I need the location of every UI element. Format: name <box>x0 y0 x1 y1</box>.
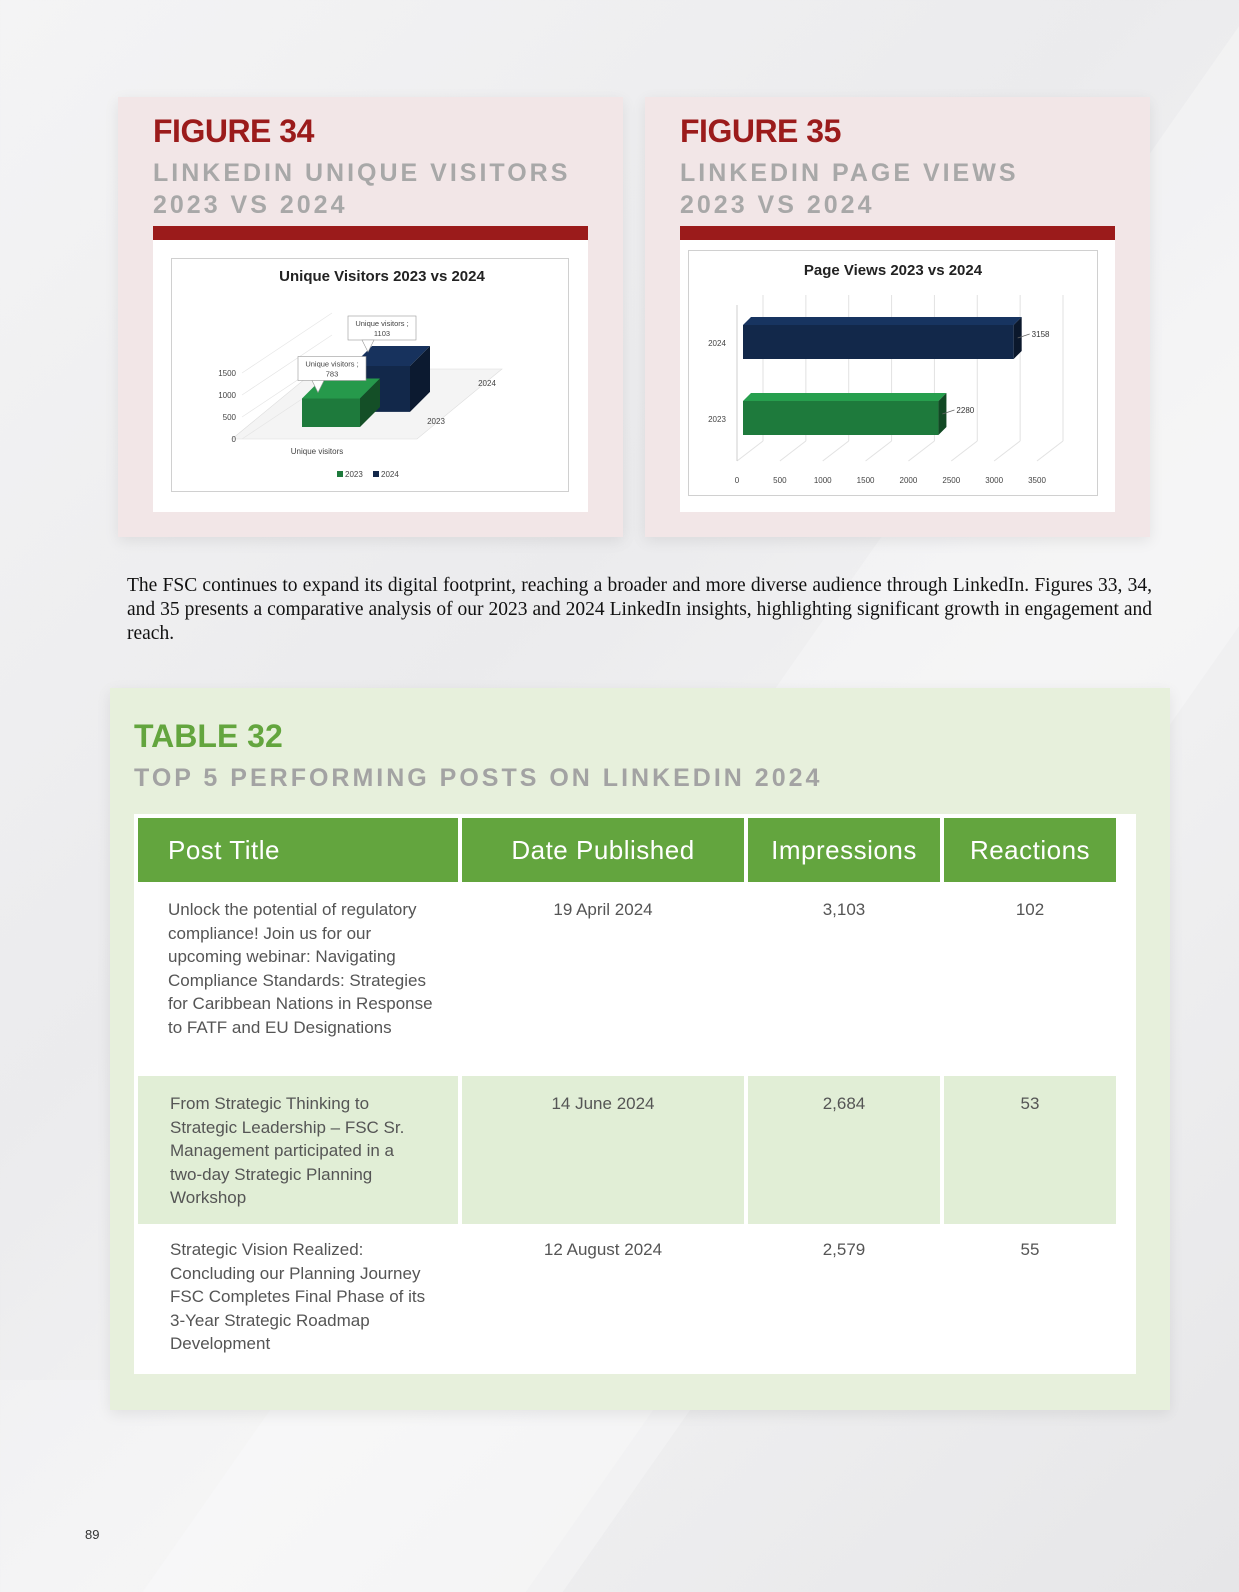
x-tick-label: 2000 <box>899 476 918 485</box>
figure-subtitle <box>680 157 1019 221</box>
figure-subtitle-line2: 2023 VS 2024 <box>153 191 348 219</box>
legend-swatch-2023 <box>337 471 343 477</box>
figure-subtitle-line1: LINKEDIN UNIQUE VISITORS <box>153 159 571 187</box>
x-tick-label: 2500 <box>942 476 961 485</box>
data-label: Unique visitors ; <box>355 318 409 328</box>
chart-title: Unique Visitors 2023 vs 2024 <box>279 268 485 285</box>
gridline <box>780 441 806 461</box>
legend-swatch-2024 <box>373 471 379 477</box>
bar-2024 <box>743 325 1014 359</box>
data-label: 783 <box>325 369 339 379</box>
x-tick-label: 3500 <box>1028 476 1046 485</box>
x-tick-label: 3000 <box>985 476 1004 485</box>
page-views-chart <box>689 251 1097 495</box>
gridline <box>994 441 1020 461</box>
data-label: 2280 <box>956 406 975 415</box>
figure-subtitle-line1: LINKEDIN PAGE VIEWS <box>680 159 1019 187</box>
cell-impressions: 2,579 <box>822 1240 866 1259</box>
table-row <box>138 886 1128 1072</box>
data-label: Unique visitors ; <box>305 359 359 369</box>
gridline <box>908 441 934 461</box>
x-tick-label: 500 <box>773 476 787 485</box>
gridline <box>951 441 977 461</box>
x-tick-label: 1500 <box>856 476 875 485</box>
data-label: 1103 <box>373 328 391 338</box>
figure-chart-container <box>680 240 1115 512</box>
cell-reactions: 102 <box>1015 900 1045 919</box>
posts-table <box>134 814 1136 1374</box>
body-paragraph: The FSC continues to expand its digital footprint, reaching a broader and more diverse audience through LinkedIn. Figures 33, 34, and 35 presents a comparative analysis of our 2023 and 2024 LinkedIn insights, highlighting significant growth in engagement and reach. <box>127 575 1152 644</box>
cell-post-title: Strategic Vision Realized: Concluding our Planning Journey FSC Completes Final Phase of its 3-Year Strategic Roadmap Development <box>170 1240 426 1353</box>
table-row <box>138 1226 1128 1370</box>
column-header-reactions: Reactions <box>944 818 1116 882</box>
figure-accent-bar <box>680 226 1115 240</box>
column-header-impressions: Impressions <box>748 818 940 882</box>
cell-reactions: 55 <box>1020 1240 1040 1259</box>
x-tick-label: 1000 <box>813 476 832 485</box>
figure-number: FIGURE 35 <box>680 113 841 149</box>
legend-label: 2024 <box>381 470 399 479</box>
y-tick-label: 0 <box>231 435 236 444</box>
chart-title: Page Views 2023 vs 2024 <box>803 262 983 279</box>
bar-2023 <box>743 401 938 435</box>
cell-date: 12 August 2024 <box>543 1240 663 1259</box>
gridline <box>1037 441 1063 461</box>
bar-top-2024 <box>743 317 1022 325</box>
figure-subtitle-line2: 2023 VS 2024 <box>680 191 875 219</box>
figure-35-panel <box>645 97 1150 537</box>
cell-date: 14 June 2024 <box>551 1094 655 1113</box>
category-label: 2024 <box>708 339 726 348</box>
cell-impressions: 2,684 <box>822 1094 866 1113</box>
table-32-panel <box>110 688 1170 1410</box>
cell-impressions: 3,103 <box>822 900 866 919</box>
page-number: 89 <box>85 1527 100 1542</box>
unique-visitors-chart <box>172 259 568 491</box>
depth-label: 2024 <box>478 379 496 388</box>
table-subtitle: TOP 5 PERFORMING POSTS ON LINKEDIN 2024 <box>134 764 823 792</box>
depth-label: 2023 <box>427 417 445 426</box>
figure-accent-bar <box>153 226 588 240</box>
column-header-date: Date Published <box>462 818 744 882</box>
table-row <box>138 1076 1128 1224</box>
bar-2023 <box>302 398 360 427</box>
figure-34-panel <box>118 97 623 537</box>
gridline <box>866 441 892 461</box>
chart-frame <box>688 250 1098 496</box>
cell-post-title: From Strategic Thinking to Strategic Leadership – FSC Sr. Management participated in a two-day Strategic Planning Workshop <box>170 1094 405 1207</box>
figure-number: FIGURE 34 <box>153 113 314 149</box>
cell-date: 19 April 2024 <box>553 900 653 919</box>
x-tick-label: 0 <box>734 476 740 485</box>
y-tick-label: 1000 <box>218 391 236 400</box>
gridline <box>737 441 763 461</box>
legend-label: 2023 <box>345 470 363 479</box>
figure-subtitle <box>153 157 570 221</box>
gridline <box>823 441 849 461</box>
bar-top-2023 <box>743 393 946 401</box>
figure-chart-container <box>153 240 588 512</box>
cell-post-title: Unlock the potential of regulatory compliance! Join us for our upcoming webinar: Navigating Compliance Standards: Strategies for Caribbean Nations in Response to FATF and EU Designations <box>168 900 433 1037</box>
category-label: Unique visitors <box>290 447 344 456</box>
table-number: TABLE 32 <box>134 718 283 754</box>
chart-frame <box>171 258 569 492</box>
data-label: 3158 <box>1031 330 1050 339</box>
column-header-post-title: Post Title <box>138 818 458 882</box>
category-label: 2023 <box>708 415 726 424</box>
y-tick-label: 500 <box>222 413 236 422</box>
y-tick-label: 1500 <box>218 369 236 378</box>
cell-reactions: 53 <box>1020 1094 1040 1113</box>
